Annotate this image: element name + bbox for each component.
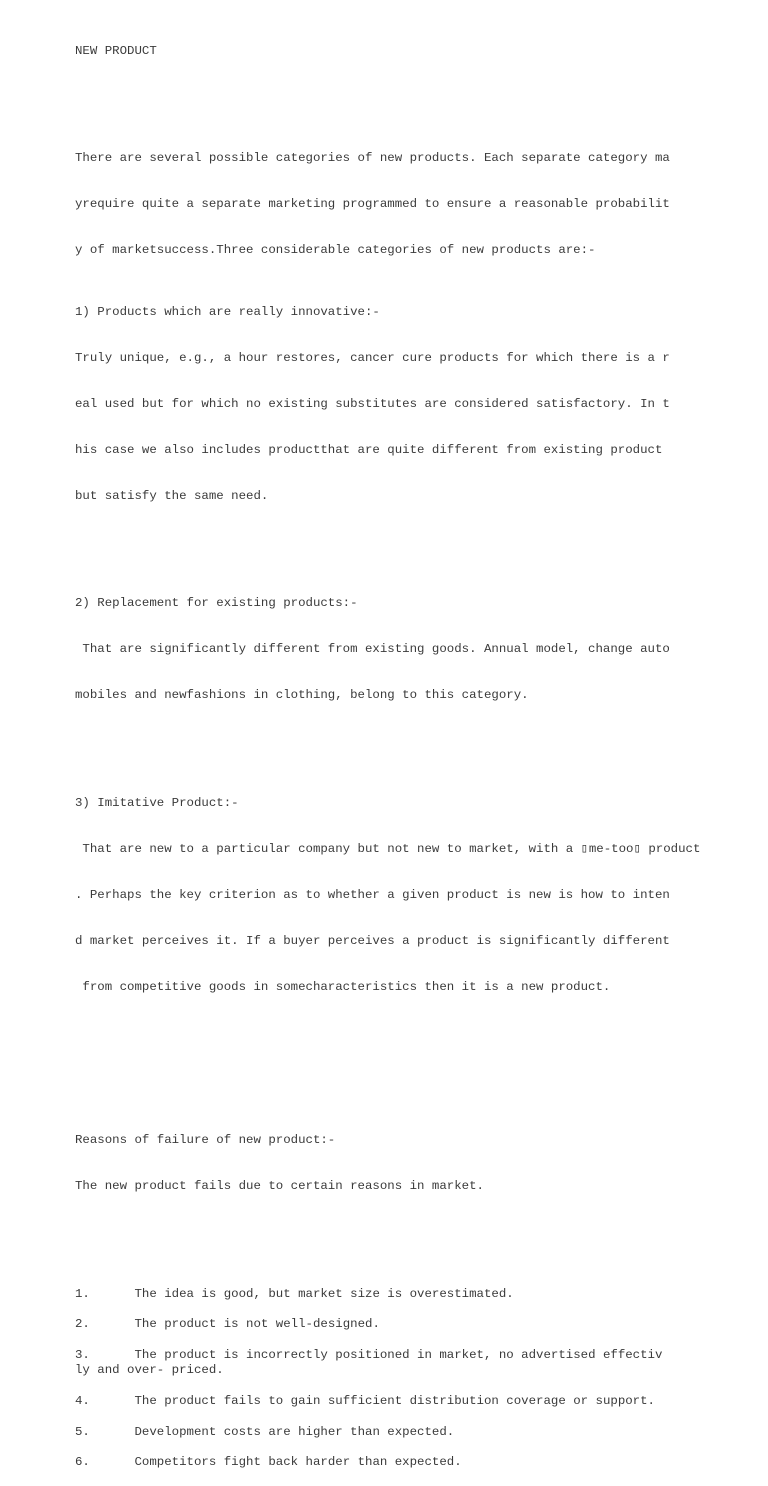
- category2-line: That are significantly different from existing goods. Annual model, change auto: [75, 642, 670, 657]
- reason-text: Development costs are higher than expected.: [134, 1424, 455, 1439]
- category3-line: . Perhaps the key criterion as to whether a given product is new is how to inten: [75, 887, 670, 902]
- reason-item: [75, 1317, 755, 1332]
- reason-number: 2.: [75, 1317, 135, 1332]
- reason-item: [75, 1455, 755, 1470]
- category3-line: That are new to a particular company but not new to market, with a ▯ me-too▯ product: [75, 841, 701, 856]
- category1-line: but satisfy the same need.: [75, 488, 269, 503]
- reason-item: [75, 1394, 755, 1409]
- category3-heading: 3) Imitative Product:-: [75, 795, 239, 810]
- reason-item: [75, 1287, 755, 1302]
- intro-line: yrequire quite a separate marketing programmed to ensure a reasonable probabilit: [75, 197, 670, 212]
- spacer: [75, 1225, 755, 1240]
- reason-item-continuation: ly and over- priced.: [75, 1363, 224, 1378]
- reason-text: Competitors fight back harder than expected.: [134, 1455, 462, 1470]
- spacer: [75, 1302, 755, 1317]
- reason-number: 1.: [75, 1286, 135, 1301]
- spacer: [75, 1333, 755, 1348]
- spacer: [75, 1379, 755, 1394]
- spacer: [75, 1026, 755, 1041]
- spacer: [75, 1440, 755, 1455]
- reasons-list: [75, 1287, 755, 1471]
- spacer: [75, 1072, 755, 1087]
- spacer: [75, 734, 755, 749]
- category1-line: eal used but for which no existing substitutes are considered satisfactory. In t: [75, 396, 670, 411]
- category2-line: mobiles and newfashions in clothing, belong to this category.: [75, 688, 529, 703]
- intro-line: There are several possible categories of new products. Each separate category ma: [75, 151, 670, 166]
- category1-line: Truly unique, e.g., a hour restores, cancer cure products for which there is a r: [75, 350, 670, 365]
- reason-text: The product is incorrectly positioned in market, no advertised effectiv: [134, 1347, 663, 1362]
- reason-number: 4.: [75, 1393, 135, 1408]
- reason-item: [75, 1425, 755, 1440]
- spacer: [75, 1409, 755, 1424]
- intro-line: y of marketsuccess.Three considerable categories of new products are:-: [75, 243, 596, 258]
- category1-line: his case we also includes productthat are quite different from existing product: [75, 442, 663, 457]
- reason-text: The product fails to gain sufficient distribution coverage or support.: [134, 1393, 655, 1408]
- category3-line: from competitive goods in somecharacteristics then it is a new product.: [75, 979, 611, 994]
- reasons-intro: The new product fails due to certain reasons in market.: [75, 1179, 484, 1194]
- category1-heading: 1) Products which are really innovative:-: [75, 304, 380, 319]
- reasons-heading: Reasons of failure of new product:-: [75, 1133, 336, 1148]
- reason-text: The product is not well-designed.: [134, 1317, 380, 1332]
- spacer: [75, 535, 755, 550]
- document-title: NEW PRODUCT: [75, 43, 157, 58]
- spacer: [75, 90, 755, 105]
- reason-number: 6.: [75, 1455, 135, 1470]
- reason-number: 3.: [75, 1347, 135, 1362]
- reason-item: [75, 1348, 755, 1363]
- reason-text: The idea is good, but market size is overestimated.: [134, 1286, 514, 1301]
- reason-number: 5.: [75, 1424, 135, 1439]
- category3-line: d market perceives it. If a buyer perceives a product is significantly different: [75, 933, 670, 948]
- document-page: [75, 13, 755, 1486]
- category2-heading: 2) Replacement for existing products:-: [75, 596, 358, 611]
